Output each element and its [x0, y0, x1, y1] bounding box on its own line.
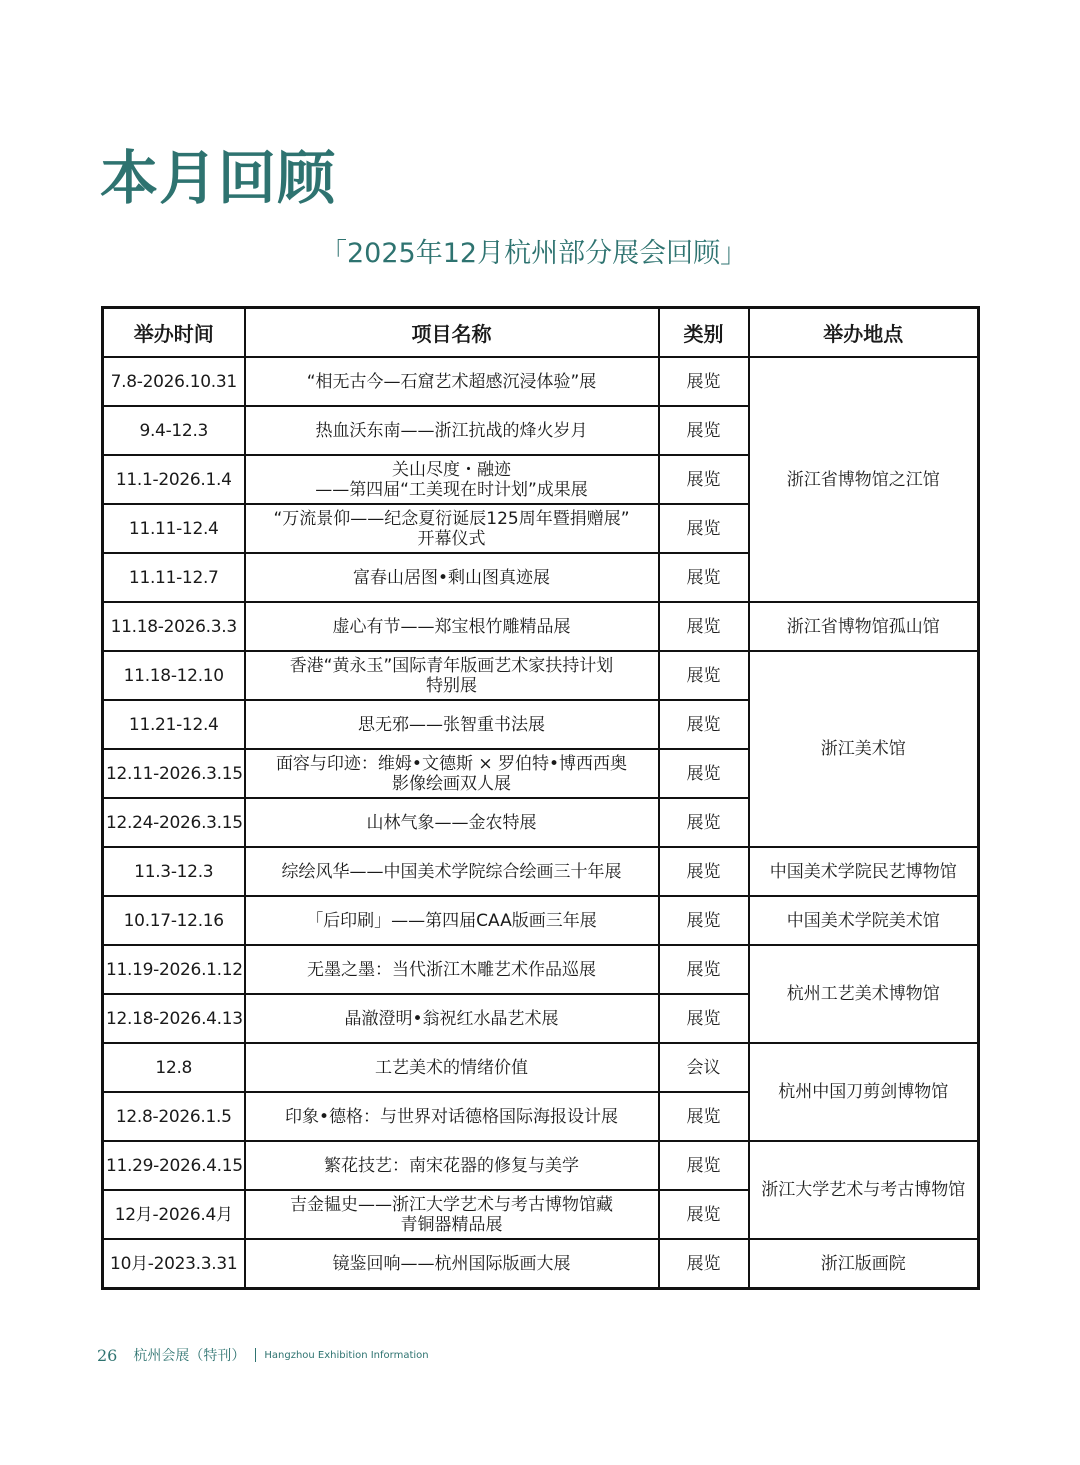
row-name	[245, 945, 659, 994]
row-category: 展览	[659, 1092, 749, 1141]
row-name	[245, 700, 659, 749]
row-name	[245, 1043, 659, 1092]
table-row	[103, 1043, 979, 1092]
row-name-line: ——第四届“工美现在时计划”成果展	[315, 479, 588, 500]
row-date: 10月-2023.3.31	[103, 1239, 245, 1289]
table-row	[103, 602, 979, 651]
row-date: 7.8-2026.10.31	[103, 357, 245, 406]
row-category: 展览	[659, 455, 749, 504]
row-category: 展览	[659, 847, 749, 896]
row-name	[245, 749, 659, 798]
row-name-line: “相无古今—石窟艺术超感沉浸体验”展	[306, 371, 597, 392]
row-name	[245, 994, 659, 1043]
row-category: 展览	[659, 553, 749, 602]
page-title: 本月回顾	[100, 144, 337, 212]
row-name-line: “万流景仰——纪念夏衍诞辰125周年暨捐赠展”	[273, 508, 630, 529]
header-category: 类别	[659, 308, 749, 358]
magazine-name-en: Hangzhou Exhibition Information	[264, 1349, 429, 1361]
footer-divider	[255, 1348, 256, 1362]
row-category: 展览	[659, 749, 749, 798]
row-date: 11.11-12.7	[103, 553, 245, 602]
row-venue: 中国美术学院民艺博物馆	[749, 847, 979, 896]
row-venue: 杭州工艺美术博物馆	[749, 945, 979, 1043]
table-row	[103, 896, 979, 945]
table-row	[103, 1239, 979, 1289]
row-name-line: 热血沃东南——浙江抗战的烽火岁月	[315, 420, 588, 441]
row-date: 11.19-2026.1.12	[103, 945, 245, 994]
row-name	[245, 357, 659, 406]
row-name-line: 综绘风华——中国美术学院综合绘画三十年展	[281, 861, 622, 882]
row-date: 12.8-2026.1.5	[103, 1092, 245, 1141]
row-name	[245, 798, 659, 847]
header-name: 项目名称	[245, 308, 659, 358]
row-date: 9.4-12.3	[103, 406, 245, 455]
header-venue: 举办地点	[749, 308, 979, 358]
row-name	[245, 602, 659, 651]
row-venue: 杭州中国刀剪剑博物馆	[749, 1043, 979, 1141]
row-category: 展览	[659, 602, 749, 651]
row-venue: 中国美术学院美术馆	[749, 896, 979, 945]
table-header-row	[103, 308, 979, 358]
row-category: 展览	[659, 1239, 749, 1289]
row-date: 12.8	[103, 1043, 245, 1092]
page-footer	[97, 1342, 429, 1368]
row-category: 展览	[659, 357, 749, 406]
row-name-line: 工艺美术的情绪价值	[375, 1057, 528, 1078]
header-date: 举办时间	[103, 308, 245, 358]
row-venue: 浙江美术馆	[749, 651, 979, 847]
row-name	[245, 896, 659, 945]
row-venue: 浙江省博物馆之江馆	[749, 357, 979, 602]
row-venue: 浙江版画院	[749, 1239, 979, 1289]
magazine-name: 杭州会展（特刊）	[133, 1348, 246, 1364]
row-name-line: 山林气象——金农特展	[366, 812, 537, 833]
row-name-line: 关山尽度・融迹	[392, 459, 511, 480]
row-name	[245, 553, 659, 602]
row-name-line: 吉金韫史——浙江大学艺术与考古博物馆藏	[290, 1194, 613, 1215]
row-category: 展览	[659, 896, 749, 945]
table-row	[103, 651, 979, 700]
row-name	[245, 1239, 659, 1289]
row-category: 展览	[659, 994, 749, 1043]
row-name-line: 影像绘画双人展	[392, 773, 511, 794]
row-date: 10.17-12.16	[103, 896, 245, 945]
row-date: 11.11-12.4	[103, 504, 245, 553]
row-name-line: 开幕仪式	[417, 528, 486, 549]
row-name-line: 印象•德格：与世界对话德格国际海报设计展	[284, 1106, 619, 1127]
row-date: 11.21-12.4	[103, 700, 245, 749]
row-date: 11.3-12.3	[103, 847, 245, 896]
row-date: 12.24-2026.3.15	[103, 798, 245, 847]
row-name-line: 虚心有节——郑宝根竹雕精品展	[332, 616, 571, 637]
row-category: 会议	[659, 1043, 749, 1092]
row-name-line: 香港“黄永玉”国际青年版画艺术家扶持计划	[289, 655, 614, 676]
row-name-line: 富春山居图•剩山图真迹展	[352, 567, 551, 588]
row-date: 12.18-2026.4.13	[103, 994, 245, 1043]
row-name	[245, 847, 659, 896]
row-name-line: 「后印刷」——第四届CAA版画三年展	[306, 910, 597, 931]
row-category: 展览	[659, 798, 749, 847]
row-date: 12.11-2026.3.15	[103, 749, 245, 798]
row-name-line: 繁花技艺：南宋花器的修复与美学	[324, 1155, 579, 1176]
row-date: 11.18-2026.3.3	[103, 602, 245, 651]
row-date: 11.18-12.10	[103, 651, 245, 700]
row-name-line: 思无邪——张智重书法展	[358, 714, 545, 735]
row-venue: 浙江大学艺术与考古博物馆	[749, 1141, 979, 1239]
row-name	[245, 1092, 659, 1141]
row-name	[245, 1190, 659, 1239]
row-category: 展览	[659, 1190, 749, 1239]
row-name-line: 无墨之墨：当代浙江木雕艺术作品巡展	[307, 959, 596, 980]
row-name	[245, 1141, 659, 1190]
row-category: 展览	[659, 651, 749, 700]
row-category: 展览	[659, 406, 749, 455]
row-name-line: 镜鉴回响——杭州国际版画大展	[332, 1253, 571, 1274]
row-name-line: 特别展	[426, 675, 477, 696]
table-row	[103, 847, 979, 896]
row-name-line: 青铜器精品展	[400, 1214, 503, 1235]
row-category: 展览	[659, 700, 749, 749]
row-date: 11.1-2026.1.4	[103, 455, 245, 504]
row-name-line: 晶澈澄明•翁祝红水晶艺术展	[344, 1008, 559, 1029]
row-name	[245, 651, 659, 700]
row-date: 11.29-2026.4.15	[103, 1141, 245, 1190]
row-category: 展览	[659, 1141, 749, 1190]
exhibition-table	[101, 306, 980, 1290]
row-name	[245, 504, 659, 553]
row-name	[245, 406, 659, 455]
row-category: 展览	[659, 504, 749, 553]
row-name-line: 面容与印迹：维姆•文德斯 × 罗伯特•博西西奥	[275, 753, 628, 774]
row-venue: 浙江省博物馆孤山馆	[749, 602, 979, 651]
table-row	[103, 1141, 979, 1190]
row-date: 12月-2026.4月	[103, 1190, 245, 1239]
table-row	[103, 945, 979, 994]
page-subtitle: 「2025年12月杭州部分展会回顾」	[320, 238, 748, 269]
row-name	[245, 455, 659, 504]
page-number: 26	[97, 1345, 118, 1365]
table-row	[103, 357, 979, 406]
row-category: 展览	[659, 945, 749, 994]
